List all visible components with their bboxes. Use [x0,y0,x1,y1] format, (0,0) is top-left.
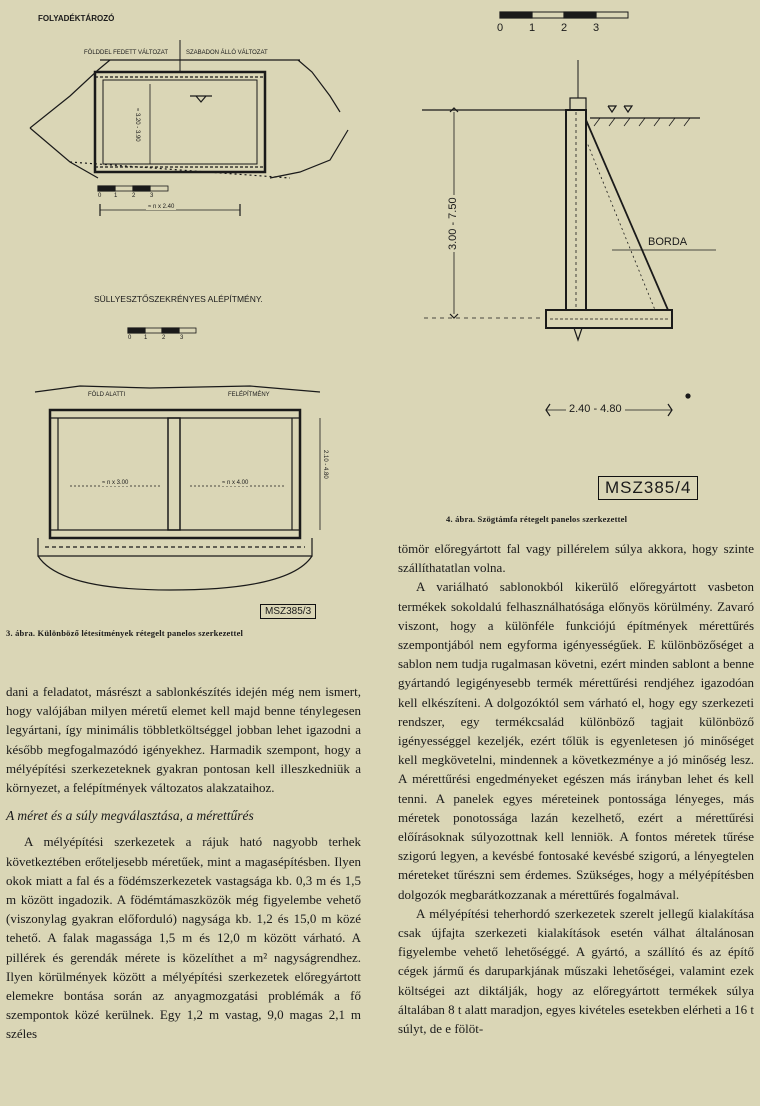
figure-3-dim-right2: ≈ n x 4.00 [222,480,249,486]
figure-3-dim-height2: 2.10 - 4.80 [322,450,328,479]
figure-3-caption: 3. ábra. Különböző létesítmények rétegelt panelos szerkezettel [6,628,244,638]
figure-3-label-left2: FÖLD ALATTI [88,392,126,398]
paragraph: A mélyépítési szerkezetek a rájuk ható nagyobb terhek következtében erőteljesebb méretűek, mint a magasépítésben. Ilyen okok miatt a fal és a födémszerkezetek vastagsága kb. 0,3 m és 1,5 m között ingadozik. A födémtámaszközök még figyelembe vehető (viszonylag gyakran előforduló) nagysága kb. 1,2 és 15,0 m közé tehető. A falak magassága 1,5 m és 12,0 m között várható. A pillérek és gerendák mérete is közelíthet a m² nagyságrendhez. Ilyen körülmények között a mélyépítési szerkezetek előregyártott elemekre bontása során az anyagmozgatási problémák a fő szempontok közé kerülnek. Egy 1,2 m vastag, 9,0 magas 2,1 m széles [6,834,361,1042]
scale-tick: 0 [497,22,504,34]
figure-3-label-right2: FELÉPÍTMÉNY [228,392,270,398]
figure-4-dim-base: 2.40 - 4.80 [566,403,625,415]
right-text-column [398,539,754,1038]
scale-tick: 2 [132,193,136,199]
figure-3-dim-left2: ≈ n x 3.00 [102,480,129,486]
paragraph: tömör előregyártott fal vagy pillérelem súlya akkora, hogy szinte szállíthatatlan volna. [398,541,754,576]
scale-tick: 3 [180,335,184,341]
scale-tick: 2 [561,22,568,34]
paragraph: A mélyépítési teherhordó szerkezetek szerelt jellegű kialakítása csak újfajta szerkezeti kialakítások esetén válhat általánosan figyelembe vehető lehetőséggé. A gyártó, a szállító és az építő cégek jármű és daruparkjának műszaki lehetőségei, valamint ezek költségei azt diktálják, hogy az előregyártott termékek súlya általában 8 t alatt maradjon, egyes kivételes esetekben elérheti a 16 t súlyt, de e fölöt- [398,905,754,1037]
figure-3-dim-height: ≈ 3.20 - 3.90 [134,108,140,142]
figure-4-stamp: MSZ385/4 [598,476,698,500]
figure-3-top-title: FOLYADÉKTÁROZÓ [38,14,115,23]
scale-tick: 1 [114,193,118,199]
paragraph: dani a feladatot, másrészt a sablonkészítés idején még nem ismert, hogy valójában milyen méretű elemet kell majd benne ténylegesen legyártani, így minimális többletköltséggel jobban lehet igazodni a később megfogalmazódó igényekhez. Harmadik szempont, hogy a mélyépítési szerkezeteknek gyakran pontosan kell illeszkedniük a környezet, a felépítmények változatos alakzataihoz. [6,684,361,796]
scale-tick: 0 [98,193,102,199]
paragraph: A variálható sablonokból kikerülő előregyártott vasbeton termékek sokoldalú felhasználhatósága előnyös körülmény. Zavaró viszont, hogy a különféle funkciójú építmények mérettűrés szempontjából nem egyforma igényességűek. E különbözőséget a sablon nem tudja rugalmasan követni, ezért minden sablont a benne gyártandó legigényesebb termék mérettűrési rendjéhez igazodóan kell elkészíteni. A dolgozóktól sem várható el, hogy egy szerkezeti rendszer, egy termékcsalád különböző tagjait különböző igényességgel kezeljék, ezért tőlük is egyenletesen jó minőséget kell megkövetelni, mindennek a következménye a jó minőség lesz. A mérettűrési engedményeket egészen más irányban lehet és kell tenni. A panelek egyes méreteinek pontossága lényeges, más méretek ponotossága lazán kezelhető, ezért a mérettűrési előírásoknak súlyozottnak kell lenniök. A fontos méretek tűrése szigorú legyen, a kevésbé fontosaké kevésbé szigorú, a lényegtelen méreteket tűrészni sem érdemes. Szükséges, hogy a mélyépítésben dolgozók megbarátkozzanak a mérettűrés fogalmával. [398,579,754,902]
figure-3-section2-title: SÜLLYESZTŐSZEKRÉNYES ALÉPÍTMÉNY. [94,294,263,304]
scale-tick: 3 [150,193,154,199]
figure-4-dim-height: 3.00 - 7.50 [447,197,459,250]
scale-tick: 2 [162,335,166,341]
scale-tick: 3 [593,22,600,34]
figure-3-stamp: MSZ385/3 [260,604,316,619]
figure-4-caption: 4. ábra. Szögtámfa rétegelt panelos szerkezettel [446,514,628,524]
scale-tick: 1 [529,22,536,34]
figure-3-label-left: FÖLDDEL FEDETT VÁLTOZAT [84,50,169,56]
section-heading: A méret és a súly megválasztása, a mérettűrés [6,808,254,824]
figure-4-label-borda: BORDA [648,236,688,248]
scale-tick: 1 [144,335,148,341]
figure-3-label-right: SZABADON ÁLLÓ VÁLTOZAT [186,50,268,56]
figure-3-dim-width: ≈ n x 2.40 [148,204,175,210]
scale-tick: 0 [128,335,132,341]
left-text-column [6,682,361,1044]
figure-4-drawing [0,0,760,540]
